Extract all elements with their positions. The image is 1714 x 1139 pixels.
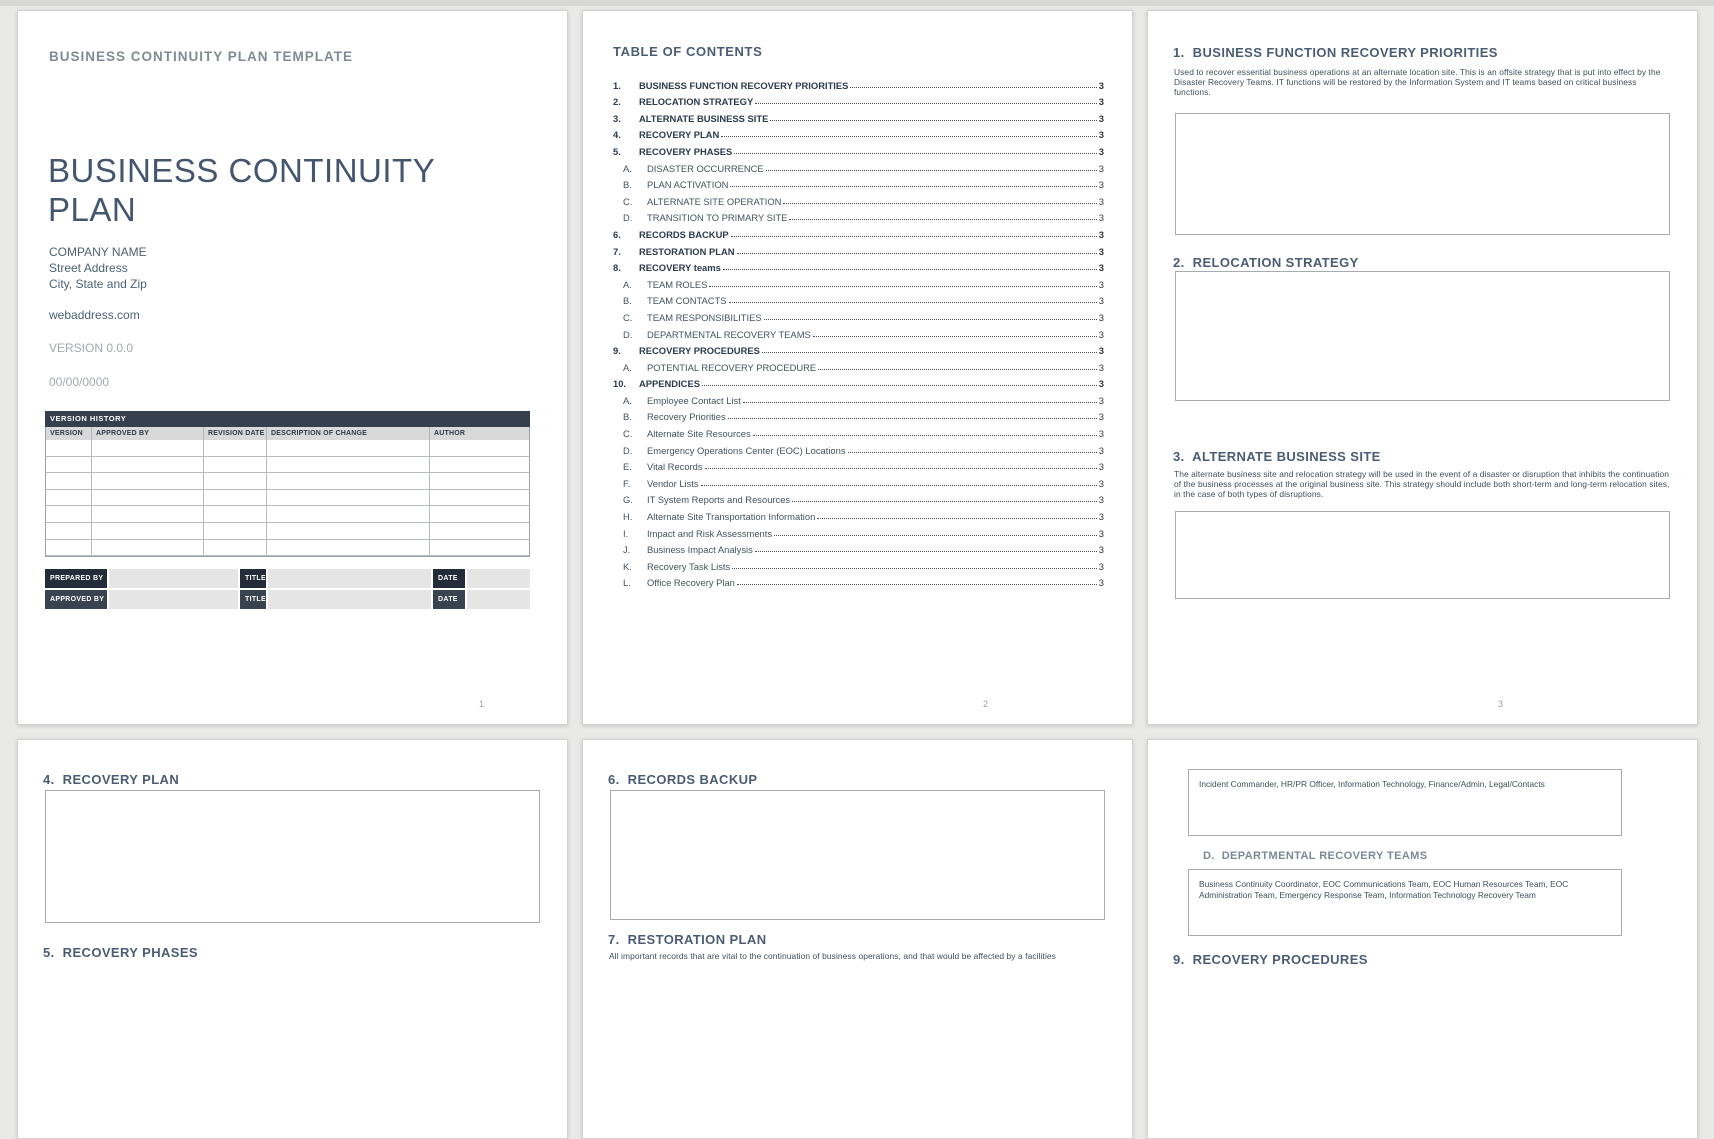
- approved-by-value: [109, 590, 238, 609]
- toc-entry[interactable]: [613, 489, 1104, 506]
- toc-entry-label: RESTORATION PLAN: [639, 245, 735, 257]
- city-state-zip: City, State and Zip: [49, 277, 147, 291]
- version-history-row: [45, 540, 530, 557]
- toc-entry-number: E.: [623, 461, 632, 473]
- version-history-cell: [430, 540, 529, 556]
- street-address: Street Address: [49, 261, 128, 275]
- toc-leader-dots: [701, 485, 1097, 486]
- toc-entry-label: TRANSITION TO PRIMARY SITE: [647, 212, 788, 224]
- version-history-cell: [204, 457, 267, 473]
- toc-entry-label: APPENDICES: [639, 378, 700, 390]
- toc-entry-number: 2.: [613, 96, 621, 108]
- toc-entry-page: 3: [1098, 511, 1104, 523]
- toc-leader-dots: [766, 170, 1097, 171]
- toc-entry[interactable]: [613, 356, 1104, 373]
- toc-entry-number: F.: [623, 477, 631, 489]
- toc-leader-dots: [789, 219, 1096, 220]
- toc-leader-dots: [848, 452, 1097, 453]
- version-history-cell: [92, 523, 204, 539]
- toc-entry-page: 3: [1098, 560, 1104, 572]
- toc-entry-page: 3: [1098, 494, 1104, 506]
- version-history-cell: [430, 506, 529, 522]
- toc-entry-number: B.: [623, 295, 632, 307]
- section-6-placeholder-box[interactable]: [610, 790, 1105, 920]
- version-history-cell: [204, 490, 267, 506]
- version-history-cell: [430, 523, 529, 539]
- toc-leader-dots: [774, 535, 1097, 536]
- toc-entry-number: A.: [623, 361, 632, 373]
- version-history-cell: [267, 457, 430, 473]
- toc-entry-label: Recovery Priorities: [647, 411, 726, 423]
- toc-entry[interactable]: [613, 456, 1104, 473]
- toc-entry-label: Recovery Task Lists: [647, 560, 731, 572]
- toc-entry[interactable]: [613, 174, 1104, 191]
- toc-title: TABLE OF CONTENTS: [613, 44, 763, 59]
- section-5-heading: 5. RECOVERY PHASES: [43, 945, 198, 960]
- toc-entry[interactable]: [613, 406, 1104, 423]
- toc-leader-dots: [762, 352, 1097, 353]
- toc-entry-page: 3: [1098, 195, 1104, 207]
- toc-entry[interactable]: [613, 539, 1104, 556]
- col-revision-date: REVISION DATE: [204, 427, 267, 440]
- version-history-cell: [430, 490, 529, 506]
- section-3-placeholder-box[interactable]: [1175, 511, 1670, 599]
- toc-entry[interactable]: [613, 207, 1104, 224]
- version-history-title: VERSION HISTORY: [45, 411, 530, 427]
- prepared-by-label: PREPARED BY: [45, 569, 107, 588]
- toc-entry[interactable]: [613, 190, 1104, 207]
- version-history-cell: [204, 523, 267, 539]
- page-number-3: 3: [1498, 699, 1504, 709]
- toc-leader-dots: [737, 584, 1097, 585]
- toc-leader-dots: [817, 518, 1096, 519]
- toc-entry-number: K.: [623, 560, 632, 572]
- toc-leader-dots: [730, 186, 1096, 187]
- departmental-recovery-teams-heading: D. DEPARTMENTAL RECOVERY TEAMS: [1203, 850, 1428, 862]
- version-history-cell: [204, 506, 267, 522]
- version-history-cell: [46, 490, 92, 506]
- web-address: webaddress.com: [49, 308, 140, 322]
- toc-entry-number: B.: [623, 179, 632, 191]
- toc-leader-dots: [721, 136, 1097, 137]
- toc-entry-page: 3: [1098, 461, 1104, 473]
- toc-entry[interactable]: [613, 505, 1104, 522]
- toc-entry-number: D.: [623, 328, 633, 340]
- toc-entry[interactable]: [613, 273, 1104, 290]
- toc-entry-number: 4.: [613, 129, 621, 141]
- document-page-2: [582, 10, 1133, 725]
- toc-entry-label: Business Impact Analysis: [647, 544, 753, 556]
- toc-entry-label: TEAM CONTACTS: [647, 295, 727, 307]
- version-history-row: [45, 440, 530, 457]
- version-history-cell: [267, 506, 430, 522]
- version-history-cell: [430, 457, 529, 473]
- prepared-by-row: [45, 569, 530, 588]
- version-history-cell: [267, 473, 430, 489]
- toc-entry-number: D.: [623, 212, 633, 224]
- toc-entry-page: 3: [1098, 361, 1104, 373]
- toc-entry[interactable]: [613, 439, 1104, 456]
- document-title-line2: PLAN: [48, 191, 137, 228]
- toc-leader-dots: [764, 319, 1097, 320]
- version-history-cell: [46, 506, 92, 522]
- date-value-1: [467, 569, 530, 588]
- col-author: AUTHOR: [434, 430, 466, 437]
- toc-entry[interactable]: [613, 74, 1104, 91]
- toc-entry[interactable]: [613, 124, 1104, 141]
- toc-entry-label: RECOVERY PLAN: [639, 129, 720, 141]
- toc-entry[interactable]: [613, 223, 1104, 240]
- version-history-row: [45, 506, 530, 523]
- toc-leader-dots: [850, 87, 1096, 88]
- toc-leader-dots: [737, 253, 1097, 254]
- toc-entry-label: Emergency Operations Center (EOC) Locations: [647, 444, 846, 456]
- toc-leader-dots: [770, 120, 1096, 121]
- company-block: [49, 244, 147, 292]
- toc-entry[interactable]: [613, 572, 1104, 589]
- toc-entry[interactable]: [613, 257, 1104, 274]
- toc-entry-page: 3: [1098, 245, 1104, 257]
- toc-leader-dots: [731, 236, 1097, 237]
- document-title: [48, 151, 435, 229]
- section-3-paragraph: The alternate business site and relocation strategy will be used in the event of a disaster or disruption that inhibits the continuation of the business processes at the original business site. This strategy should include both short-term and long-term relocation sites, in the case of both types of disruptions.: [1174, 469, 1670, 499]
- toc-entry-label: Vendor Lists: [647, 477, 699, 489]
- approved-by-label: APPROVED BY: [45, 590, 107, 609]
- toc-entry-number: 10.: [613, 378, 627, 390]
- document-title-line1: BUSINESS CONTINUITY: [48, 152, 436, 189]
- toc-entry-number: 3.: [613, 112, 621, 124]
- title-label-1: TITLE: [240, 569, 266, 588]
- toc-entry[interactable]: [613, 306, 1104, 323]
- toc-entry[interactable]: [613, 290, 1104, 307]
- version-history-cell: [46, 523, 92, 539]
- toc-entry-number: H.: [623, 511, 633, 523]
- toc-entry[interactable]: [613, 522, 1104, 539]
- toc-leader-dots: [792, 501, 1097, 502]
- toc-entry-page: 3: [1098, 477, 1104, 489]
- toc-entry-label: PLAN ACTIVATION: [647, 179, 729, 191]
- version-history-row: [45, 523, 530, 540]
- section-4-placeholder-box[interactable]: [45, 790, 540, 923]
- toc-entry-label: RECOVERY PROCEDURES: [639, 345, 760, 357]
- version-history-cell: [92, 457, 204, 473]
- document-page-6: [1147, 739, 1698, 1139]
- toc-entry-page: 3: [1098, 129, 1104, 141]
- toc-leader-dots: [728, 418, 1097, 419]
- toc-entry-number: 5.: [613, 145, 621, 157]
- toc-leader-dots: [818, 369, 1097, 370]
- toc-entry[interactable]: [613, 555, 1104, 572]
- toc-entry-number: I.: [623, 527, 629, 539]
- version-history-cell: [46, 457, 92, 473]
- toc-entry[interactable]: [613, 91, 1104, 108]
- toc-entry-page: 3: [1098, 262, 1104, 274]
- document-page-4: [17, 739, 568, 1139]
- toc-entry[interactable]: [613, 373, 1104, 390]
- page-number-1: 1: [479, 699, 485, 709]
- toc-leader-dots: [729, 302, 1097, 303]
- toc-entry-label: BUSINESS FUNCTION RECOVERY PRIORITIES: [639, 79, 849, 91]
- section-2-placeholder-box[interactable]: [1175, 271, 1670, 401]
- toc-entry-label: Alternate Site Transportation Information: [647, 511, 816, 523]
- version-history-cell: [204, 540, 267, 556]
- toc-entry-number: 7.: [613, 245, 621, 257]
- section-9-heading-cut: 9. RECOVERY PROCEDURES: [1173, 952, 1368, 967]
- col-description: DESCRIPTION OF CHANGE: [267, 427, 430, 440]
- toc-entry-page: 3: [1098, 162, 1104, 174]
- toc-leader-dots: [753, 435, 1097, 436]
- toc-entry-page: 3: [1098, 311, 1104, 323]
- toc-entry-number: A.: [623, 394, 632, 406]
- toc-entry-page: 3: [1098, 212, 1104, 224]
- toc-leader-dots: [783, 203, 1096, 204]
- departmental-recovery-teams-text: Business Continuity Coordinator, EOC Communications Team, EOC Human Resources Team, EOC Administration Team, Emergency Response Team, Information Technology Recovery Team: [1199, 879, 1569, 900]
- version-history-row: [45, 457, 530, 474]
- page-number-2: 2: [983, 699, 989, 709]
- toc-leader-dots: [705, 468, 1097, 469]
- toc-entry[interactable]: [613, 107, 1104, 124]
- toc-entry-page: 3: [1098, 411, 1104, 423]
- toc-entry[interactable]: [613, 389, 1104, 406]
- toc-entry-page: 3: [1098, 544, 1104, 556]
- title-label-2: TITLE: [240, 590, 266, 609]
- toc-entry-label: DISASTER OCCURRENCE: [647, 162, 764, 174]
- version-history-cell: [46, 473, 92, 489]
- toc-entry-page: 3: [1098, 112, 1104, 124]
- toc-entry-number: C.: [623, 428, 633, 440]
- section-1-heading: 1. BUSINESS FUNCTION RECOVERY PRIORITIES: [1173, 45, 1498, 60]
- version-label: VERSION 0.0.0: [49, 341, 134, 355]
- toc-entry-page: 3: [1098, 79, 1104, 91]
- toc-entry-page: 3: [1098, 428, 1104, 440]
- toc-entry-number: 9.: [613, 345, 621, 357]
- toc-leader-dots: [734, 153, 1097, 154]
- toc-leader-dots: [743, 402, 1097, 403]
- version-history-cell: [46, 540, 92, 556]
- toc-entry-number: D.: [623, 444, 633, 456]
- col-version: VERSION: [46, 427, 92, 440]
- title-value-2: [268, 590, 431, 609]
- toc-entry-label: Employee Contact List: [647, 394, 741, 406]
- toc-entry-label: TEAM RESPONSIBILITIES: [647, 311, 762, 323]
- team-responsibilities-text: Incident Commander, HR/PR Officer, Information Technology, Finance/Admin, Legal/Contacts: [1199, 779, 1545, 789]
- section-7-heading: 7. RESTORATION PLAN: [608, 932, 767, 947]
- section-2-heading: 2. RELOCATION STRATEGY: [1173, 255, 1359, 270]
- toc-entry-number: C.: [623, 195, 633, 207]
- version-history-cell: [430, 473, 529, 489]
- toc-entry-number: J.: [623, 544, 631, 556]
- toc-entry-number: G.: [623, 494, 633, 506]
- version-history-cell: [267, 540, 430, 556]
- toc-entry-number: B.: [623, 411, 632, 423]
- toc-entry-number: 6.: [613, 228, 621, 240]
- title-value-1: [268, 569, 431, 588]
- toc-entry-label: Impact and Risk Assessments: [647, 527, 773, 539]
- toc-entry-label: IT System Reports and Resources: [647, 494, 791, 506]
- toc-entry-label: ALTERNATE SITE OPERATION: [647, 195, 782, 207]
- toc-leader-dots: [702, 385, 1097, 386]
- toc-entry-label: RECORDS BACKUP: [639, 228, 729, 240]
- toc-leader-dots: [709, 286, 1096, 287]
- version-history-row: [45, 473, 530, 490]
- toc-entry-label: Office Recovery Plan: [647, 577, 735, 589]
- toc-entry-page: 3: [1098, 345, 1104, 357]
- toc-entry-number: 1.: [613, 79, 621, 91]
- version-history-table: [45, 411, 530, 557]
- toc-entry-label: RELOCATION STRATEGY: [639, 96, 754, 108]
- section-3-heading: 3. ALTERNATE BUSINESS SITE: [1173, 449, 1381, 464]
- toc-entry-page: 3: [1098, 145, 1104, 157]
- toc-entry[interactable]: [613, 157, 1104, 174]
- version-history-cell: [204, 473, 267, 489]
- section-1-placeholder-box[interactable]: [1175, 113, 1670, 235]
- toc-entry-page: 3: [1098, 278, 1104, 290]
- version-history-columns: [45, 427, 530, 440]
- document-page-5: [582, 739, 1133, 1139]
- date-label: 00/00/0000: [49, 375, 110, 389]
- toc-entry-page: 3: [1098, 228, 1104, 240]
- team-responsibilities-box[interactable]: [1188, 769, 1622, 836]
- toc-entry[interactable]: [613, 240, 1104, 257]
- toc-entry-label: Alternate Site Resources: [647, 428, 751, 440]
- toc-entry[interactable]: [613, 422, 1104, 439]
- date-value-2: [467, 590, 530, 609]
- toc-entry-number: A.: [623, 162, 632, 174]
- prepared-by-value: [109, 569, 238, 588]
- section-4-heading: 4. RECOVERY PLAN: [43, 772, 180, 787]
- approved-by-row: [45, 590, 530, 609]
- toc-entry-label: Vital Records: [647, 461, 703, 473]
- toc-leader-dots: [755, 551, 1097, 552]
- version-history-cell: [204, 440, 267, 456]
- toc-entry-label: TEAM ROLES: [647, 278, 708, 290]
- toc-entry-number: A.: [623, 278, 632, 290]
- toc-entry-label: POTENTIAL RECOVERY PROCEDURE: [647, 361, 817, 373]
- toc-entry-page: 3: [1098, 394, 1104, 406]
- version-history-cell: [92, 440, 204, 456]
- toc-list: [613, 74, 1104, 588]
- section-1-paragraph: Used to recover essential business operations at an alternate location site. This is an offsite strategy that is put into effect by the Disaster Recovery Teams. IT functions will be restored by the Information System and IT teams based on critical business functions.: [1174, 67, 1661, 97]
- toc-entry-number: 8.: [613, 262, 621, 274]
- toc-entry-page: 3: [1098, 96, 1104, 108]
- document-page-3: [1147, 10, 1698, 725]
- version-history-cell: [267, 440, 430, 456]
- toc-entry-page: 3: [1098, 527, 1104, 539]
- toc-entry[interactable]: [613, 340, 1104, 357]
- toc-entry-page: 3: [1098, 444, 1104, 456]
- toc-leader-dots: [723, 269, 1097, 270]
- version-history-cell: [92, 473, 204, 489]
- departmental-recovery-teams-box[interactable]: [1188, 869, 1622, 936]
- toc-entry-number: C.: [623, 311, 633, 323]
- toc-entry-label: RECOVERY PHASES: [639, 145, 733, 157]
- version-history-cell: [92, 540, 204, 556]
- toc-entry-page: 3: [1098, 378, 1104, 390]
- version-history-cell: [267, 523, 430, 539]
- company-name: COMPANY NAME: [49, 245, 147, 259]
- toc-leader-dots: [755, 103, 1097, 104]
- version-history-cell: [92, 506, 204, 522]
- version-history-empty-rows: [45, 440, 530, 557]
- toc-leader-dots: [732, 568, 1097, 569]
- document-page-1: [17, 10, 568, 725]
- version-history-row: [45, 490, 530, 507]
- version-history-cell: [92, 490, 204, 506]
- version-history-cell: [46, 440, 92, 456]
- template-header: BUSINESS CONTINUITY PLAN TEMPLATE: [49, 49, 354, 64]
- toc-leader-dots: [813, 336, 1097, 337]
- toc-entry[interactable]: [613, 472, 1104, 489]
- toc-entry-label: ALTERNATE BUSINESS SITE: [639, 112, 769, 124]
- toc-entry-number: L.: [623, 577, 631, 589]
- toc-entry-page: 3: [1098, 295, 1104, 307]
- toc-entry-page: 3: [1098, 179, 1104, 191]
- version-history-cell: [267, 490, 430, 506]
- col-approved-by: APPROVED BY: [92, 427, 204, 440]
- date-label-2: DATE: [433, 590, 465, 609]
- toc-entry[interactable]: [613, 140, 1104, 157]
- toc-entry[interactable]: [613, 323, 1104, 340]
- toc-entry-label: DEPARTMENTAL RECOVERY TEAMS: [647, 328, 811, 340]
- toc-entry-page: 3: [1098, 577, 1104, 589]
- toc-entry-label: RECOVERY teams: [639, 262, 721, 274]
- date-label-1: DATE: [433, 569, 465, 588]
- version-history-cell: [430, 440, 529, 456]
- signoff-table: [45, 569, 530, 611]
- section-7-paragraph: All important records that are vital to the continuation of business operations, and that would be affected by a facilities: [609, 951, 1056, 961]
- toc-entry-page: 3: [1098, 328, 1104, 340]
- section-6-heading: 6. RECORDS BACKUP: [608, 772, 758, 787]
